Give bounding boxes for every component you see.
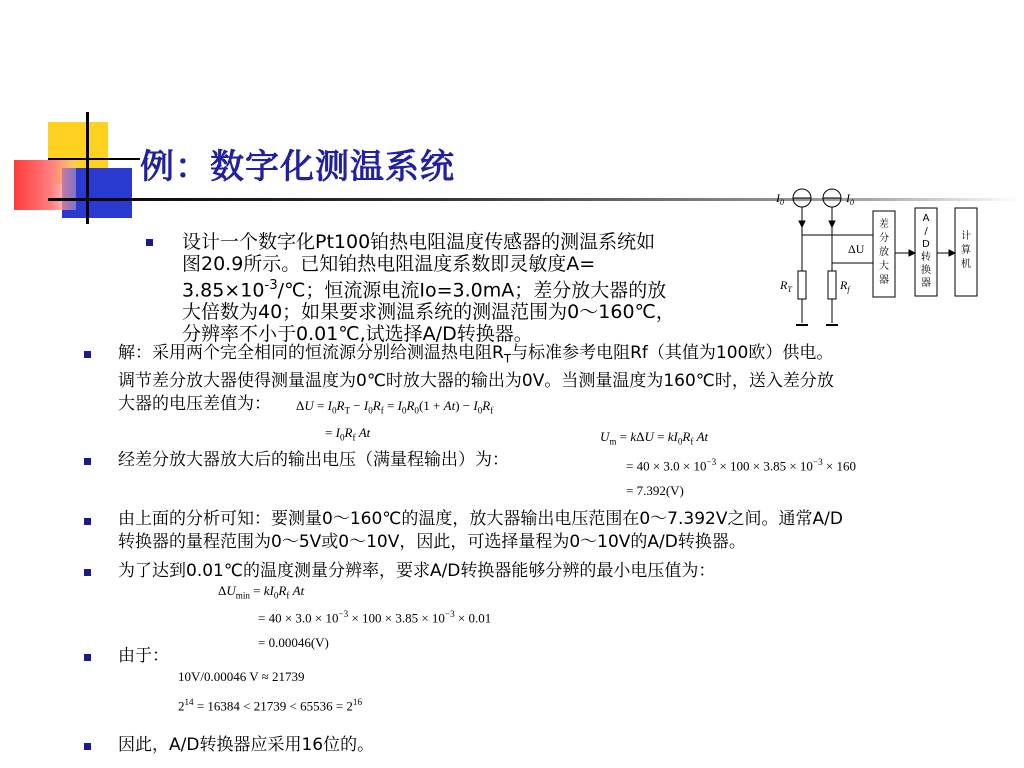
svg-text:I0: $I_0$ xyxy=(846,191,854,207)
resistor-rt xyxy=(798,271,806,299)
bullet xyxy=(84,654,91,661)
range-line: 转换器的量程范围为0～5V或0～10V，因此，可选择量程为0～10V的A/D转换器。 xyxy=(118,532,746,552)
intro-line: 图20.9所示。已知铂热电阻温度系数即灵敏度A= xyxy=(182,253,596,275)
intro-paragraph xyxy=(182,231,762,345)
bullet xyxy=(84,351,91,358)
adc-label-char: 转 xyxy=(921,252,931,263)
resistor-rf xyxy=(828,271,836,299)
amplifier-label-char: 大 xyxy=(879,261,889,272)
computer-label-char: 算 xyxy=(961,245,971,256)
bullet xyxy=(84,518,91,525)
amplifier-label-char: 差 xyxy=(879,219,889,230)
adc-label-char: 器 xyxy=(921,278,931,289)
bullet xyxy=(146,239,153,246)
amp-output-text: 经差分放大器放大后的输出电压（满量程输出）为： xyxy=(118,450,509,470)
range-analysis-paragraph xyxy=(118,508,998,554)
amplifier-label-char: 器 xyxy=(879,275,889,286)
equation-powers: $2^{14} = 16384 < 21739 < 65536 = 2^{16}$ xyxy=(178,697,363,714)
solution-line: 解：采用两个完全相同的恒流源分别给测温热电阻$R_T$与标准参考电阻Rf（其值为100欧）供电。 xyxy=(118,343,834,366)
equation-delta-u-result: = $I_0R_f$ At xyxy=(325,425,371,443)
adc-label-char: A xyxy=(922,213,930,224)
deco-vertical-line xyxy=(86,112,89,224)
computer-label-char: 计 xyxy=(961,231,971,242)
equation-umin-result: = 0.00046(V) xyxy=(258,635,329,650)
svg-text:Rf: $R_f$ xyxy=(840,278,850,294)
intro-line: 大倍数为40；如果要求测温系统的测温范围为0～160℃， xyxy=(182,301,675,324)
bullet xyxy=(84,743,91,750)
circuit-diagram xyxy=(770,183,1020,333)
adc-label-char: 换 xyxy=(921,265,931,276)
computer-label-char: 机 xyxy=(961,259,971,270)
equation-ratio: 10V/0.00046 V ≈ 21739 xyxy=(178,669,305,684)
equation-umin-calc: = $40 \times 3.0 \times 10^{-3} \times 100 \times 3.85 \times 10^{-3} \times 0.01$ xyxy=(258,609,492,626)
svg-text:I0: $I_0$ xyxy=(776,191,784,207)
bullet xyxy=(84,458,91,465)
adc-label-char: / xyxy=(924,226,928,237)
since-text: 由于： xyxy=(118,646,169,666)
range-line: 由上面的分析可知：要测量0～160℃的温度，放大器输出电压范围在0～7.392V之间。通常A/D xyxy=(118,509,843,529)
equation-um-result: = 7.392(V) xyxy=(626,483,684,498)
conclusion-text: 因此，A/D转换器应采用16位的。 xyxy=(118,735,375,755)
equation-umin: $\Delta U_{min} = kI_0R_f$ At xyxy=(218,583,305,601)
equation-um-calc: = $40 \times 3.0 \times 10^{-3} \times 100 \times 3.85 \times 10^{-3} \times 160$ xyxy=(626,457,856,474)
equation-delta-u: $\Delta U = I_0R_T - I_0R_f = I_0R_0(1 + At) - I_0R_f$ xyxy=(296,398,494,416)
solution-line: 调节差分放大器使得测量温度为0℃时放大器的输出为0V。当测量温度为160℃时，送入差分放 xyxy=(118,371,834,392)
adc-label-char: D xyxy=(922,239,930,250)
equation-um: $U_m = k\Delta U = kI_0R_f$ At xyxy=(600,429,709,447)
page-title: 例：数字化测温系统 xyxy=(140,147,455,187)
resolution-text: 为了达到0.01℃的温度测量分辨率，要求A/D转换器能够分辨的最小电压值为： xyxy=(118,561,716,581)
intro-line: 分辨率不小于0.01℃,试选择A/D转换器。 xyxy=(182,323,533,346)
intro-line: 设计一个数字化Pt100铂热电阻温度传感器的测温系统如 xyxy=(182,231,656,253)
bullet xyxy=(84,569,91,576)
deco-red-gradient xyxy=(14,160,76,210)
intro-line: $3.85\times 10^{-3}/℃$；恒流源电流Io=3.0mA；差分放大器的放 xyxy=(182,278,667,302)
solution-line: 大器的电压差值为： xyxy=(118,394,271,415)
solution-paragraph xyxy=(118,342,998,416)
amplifier-label-char: 放 xyxy=(879,247,889,258)
amplifier-label-char: 分 xyxy=(879,233,889,244)
delta-u-label: ΔU xyxy=(848,242,865,256)
svg-text:RT: $R_T$ xyxy=(780,278,792,294)
deco-horizontal-line xyxy=(48,158,140,160)
